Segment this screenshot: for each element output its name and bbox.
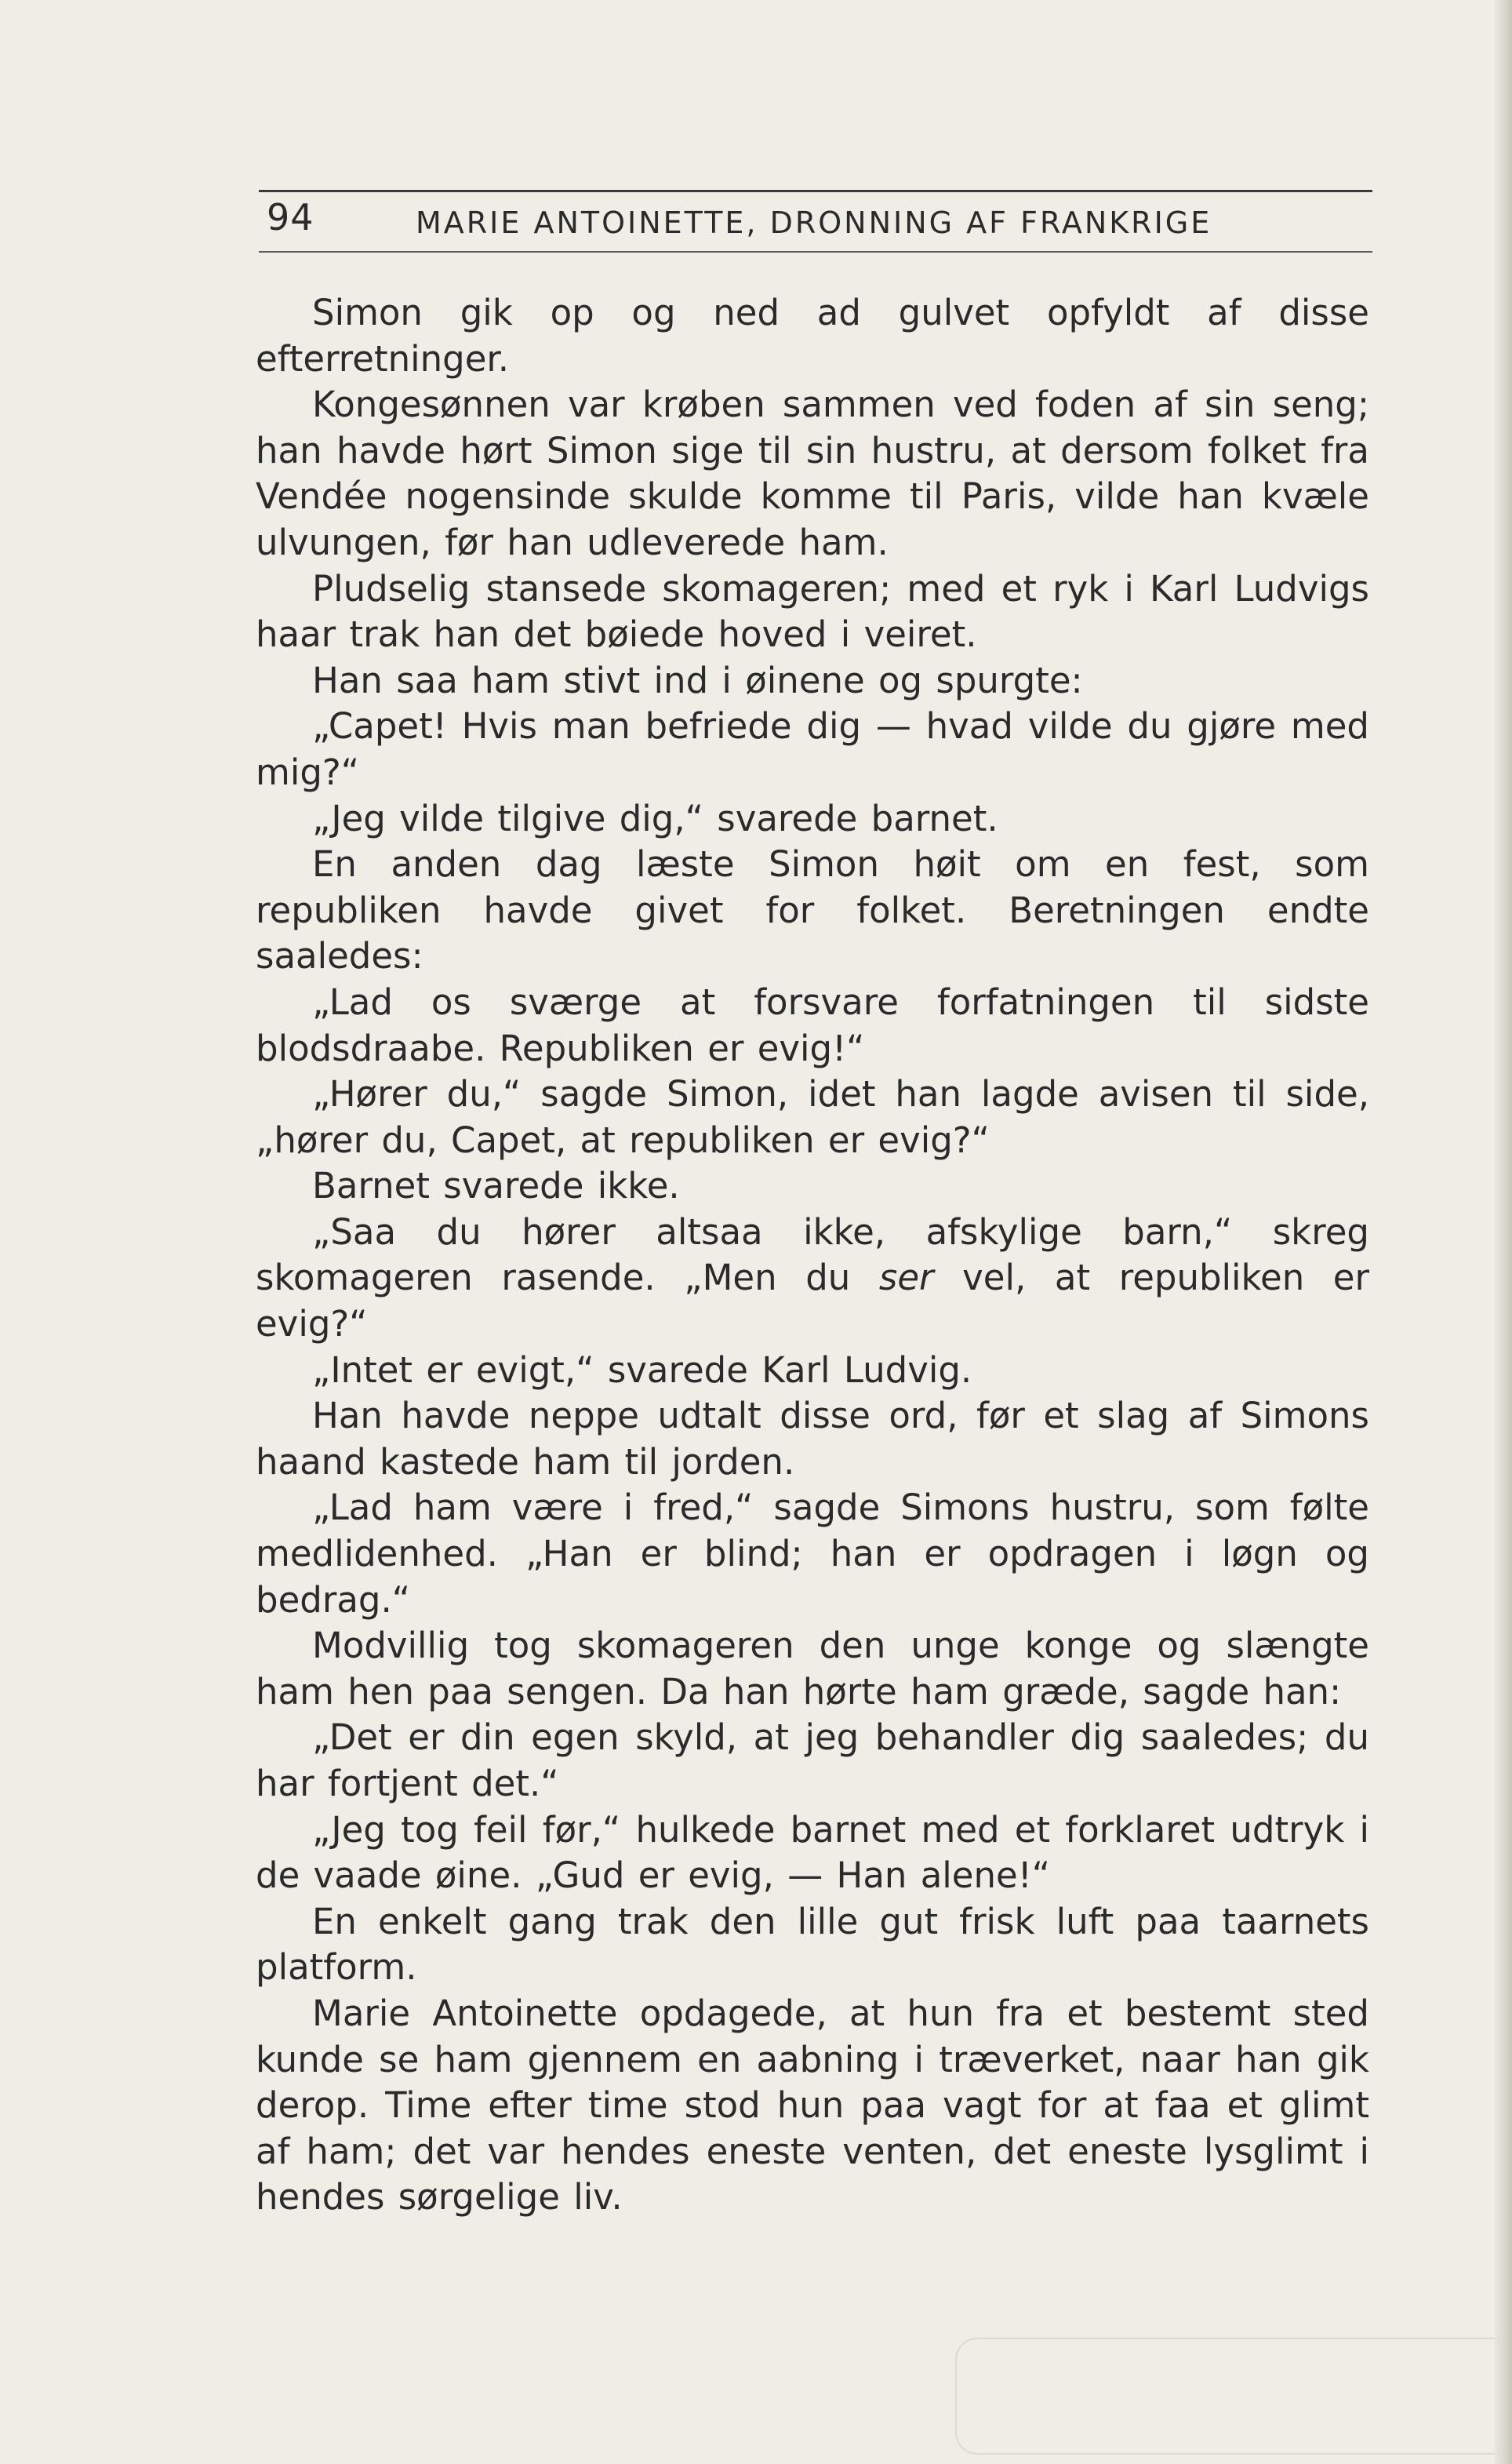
- body-text: [256, 290, 1369, 2221]
- paragraph: „Lad ham være i fred,“ sagde Simons hustru, som følte medlidenhed. „Han er blind; han er opdragen i løgn og bedrag.“: [256, 1487, 1369, 1621]
- paragraph-part: vel, at republiken er evig?“: [256, 1257, 1369, 1345]
- paragraph: „Intet er evigt,“ svarede Karl Ludvig.: [312, 1348, 972, 1391]
- page-edge-shadow: [1495, 0, 1512, 2464]
- paragraph-with-emphasis: [256, 1210, 1369, 1348]
- paragraph: Han saa ham stivt ind i øinene og spurgte:: [312, 659, 1083, 701]
- running-head: MARIE ANTOINETTE, DRONNING AF FRANKRIGE: [416, 206, 1212, 240]
- paragraph: „Lad os sværge at forsvare forfatningen til sidste blodsdraabe. Republiken er evig!“: [256, 981, 1369, 1069]
- page-number: 94: [267, 196, 314, 238]
- emphasized-word: ser: [878, 1257, 934, 1299]
- paragraph: Simon gik op og ned ad gulvet opfyldt af disse efterretninger.: [256, 292, 1369, 380]
- page-corner-fold: [955, 2338, 1498, 2455]
- paragraph: Kongesønnen var krøben sammen ved foden af sin seng; han havde hørt Simon sige til sin hustru, at dersom folket fra Vendée nogensinde skulde komme til Paris, vilde han kvæle ulvungen, før han udleverede ham.: [256, 384, 1369, 563]
- paragraph-part: „Saa du hører altsaa ikke, afskylige barn,“ skreg skomageren rasende. „Men du: [256, 1210, 1369, 1299]
- paragraph: Pludselig stansede skomageren; med et ryk i Karl Ludvigs haar trak han det bøiede hoved i veiret.: [256, 567, 1369, 656]
- header-rule-top: [259, 190, 1372, 192]
- paragraph: Barnet svarede ikke.: [312, 1165, 680, 1207]
- paragraph: „Hører du,“ sagde Simon, idet han lagde avisen til side, „hører du, Capet, at republiken er evig?“: [256, 1073, 1369, 1161]
- header-rule-bottom: [259, 251, 1372, 253]
- paragraph: Marie Antoinette opdagede, at hun fra et bestemt sted kunde se ham gjennem en aabning i træverket, naar han gik derop. Time efter time stod hun paa vagt for at faa et glimt af ham; det var hendes eneste venten, det eneste lysglimt i hendes sørgelige liv.: [256, 1992, 1369, 2218]
- paragraph: „Det er din egen skyld, at jeg behandler dig saaledes; du har fortjent det.“: [256, 1716, 1369, 1804]
- paragraph: En anden dag læste Simon høit om en fest, som republiken havde givet for folket. Beretningen endte saaledes:: [256, 843, 1369, 977]
- paragraph: Modvillig tog skomageren den unge konge og slængte ham hen paa sengen. Da han hørte ham græde, sagde han:: [256, 1625, 1369, 1712]
- paragraph: „Jeg tog feil før,“ hulkede barnet med et forklaret udtryk i de vaade øine. „Gud er evig, — Han alene!“: [256, 1808, 1369, 1897]
- paragraph: „Jeg vilde tilgive dig,“ svarede barnet.: [312, 797, 998, 839]
- paragraph: En enkelt gang trak den lille gut frisk luft paa taarnets platform.: [256, 1900, 1369, 1989]
- paragraph: „Capet! Hvis man befriede dig — hvad vilde du gjøre med mig?“: [256, 705, 1369, 793]
- paragraph: Han havde neppe udtalt disse ord, før et slag af Simons haand kastede ham til jorden.: [256, 1395, 1369, 1483]
